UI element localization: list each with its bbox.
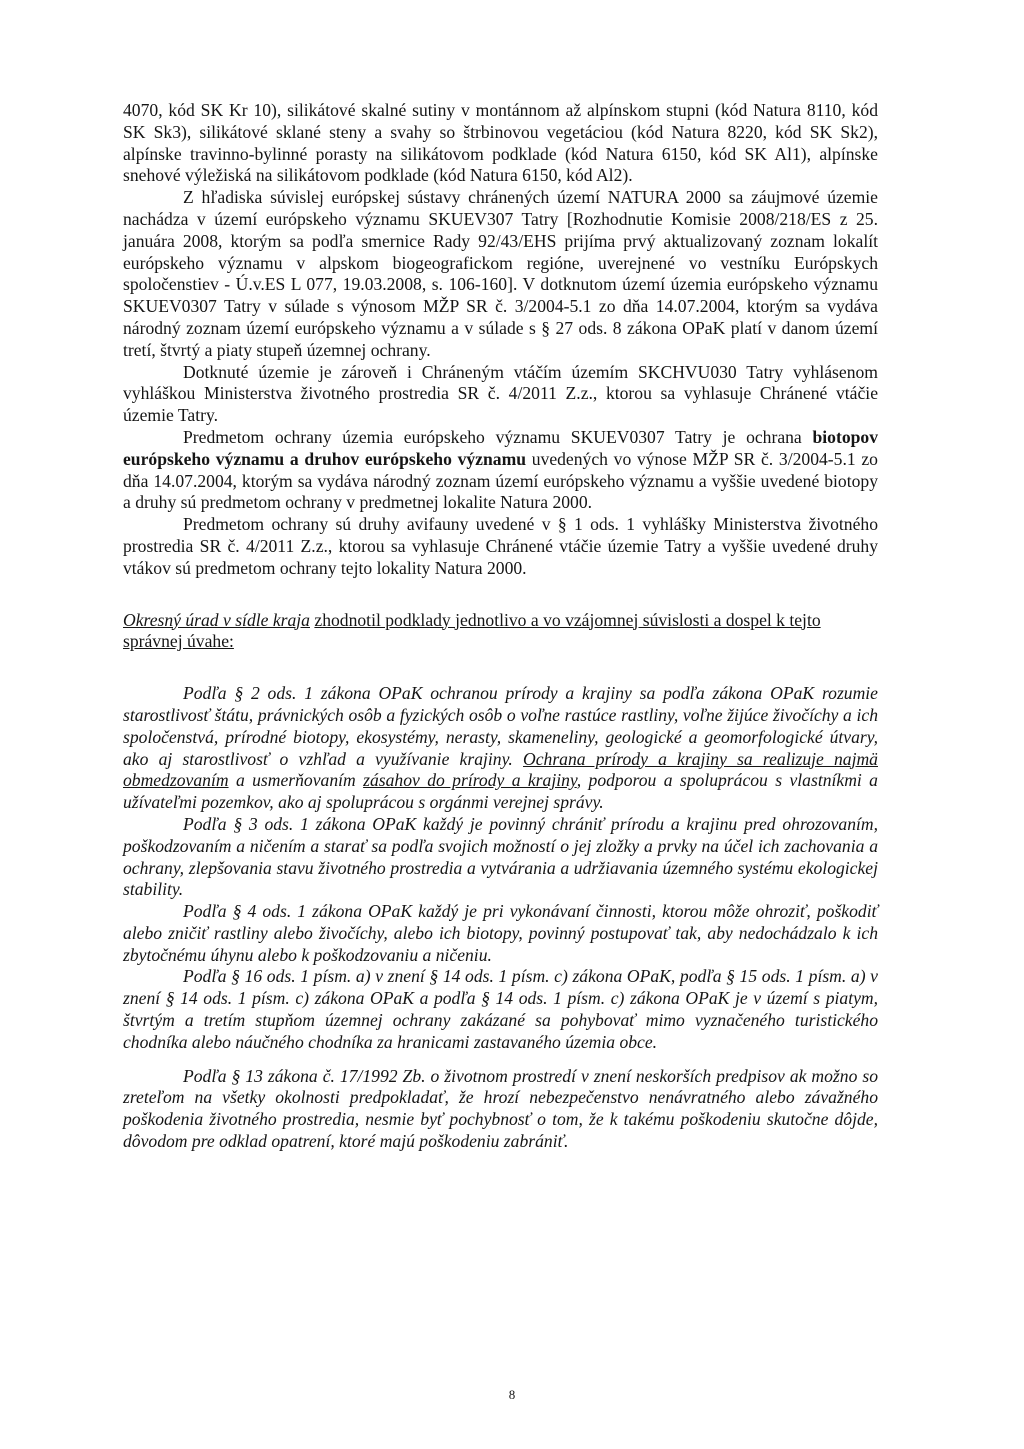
legal-citations	[123, 683, 878, 1153]
citation-section-3: Podľa § 3 ods. 1 zákona OPaK každý je povinný chrániť prírodu a krajinu pred ohrozovaním, poškodzovaním a ničením a starať sa podľa svojich možností o jej zložky a prvky na účel ich zachovania a ochrany, zlepšovania stavu životného prostredia a vytvárania a udržiavania územného systému ekologickej stability.	[123, 813, 878, 900]
paragraph-habitats: 4070, kód SK Kr 10), silikátové skalné sutiny v montánnom až alpínskom stupni (kód Natura 8110, kód SK Sk3), silikátové sklané steny a svahy so štrbinovou vegetáciou (kód Natura 8220, kód SK Sk2), alpínske travinno-bylinné porasty na silikátovom podklade (kód Natura 6150, kód SK Al1), alpínske snehové výležiská na silikátovom podklade (kód Natura 6150, kód Al2).	[123, 100, 878, 186]
bold-text-species: druhov európskeho významu	[304, 448, 527, 469]
paragraph-protection-subject	[123, 427, 878, 514]
paragraph-bird-area: Dotknuté územie je zároveň i Chráneným vtáčím územím SKCHVU030 Tatry vyhlásenom vyhláškou Ministerstva životného prostredia SR č. 4/2011 Z.z., ktorou sa vyhlasuje Chránené vtáčie územie Tatry.	[123, 361, 878, 426]
page-number: 8	[508, 1387, 516, 1402]
underlined-text: Ochrana prírody a krajiny sa realizuje najmä obmedzovaním	[123, 748, 878, 791]
document-body	[123, 100, 878, 1153]
paragraph-natura-2000: Z hľadiska súvislej európskej sústavy chránených území NATURA 2000 sa záujmové územie nachádza v území európskeho významu SKUEV307 Tatry [Rozhodnutie Komisie 2008/218/ES z 25. januára 2008, ktorým sa podľa smernice Rady 92/43/EHS prijíma prvý aktualizovaný zoznam lokalít európskeho významu v alpskom biogeografickom regióne, uverejnené vo vestníku Európskych spoločenstiev - Ú.v.ES L 077, 19.03.2008, s. 106-160]. V dotknutom území územia európskeho významu SKUEV0307 Tatry v súlade s výnosom MŽP SR č. 3/2004-5.1 zo dňa 14.07.2004, ktorým sa vydáva národný zoznam území európskeho významu a v súlade s § 27 ods. 8 zákona OPaK platí v danom území tretí, štvrtý a piaty stupeň územnej ochrany.	[123, 187, 878, 360]
citation-section-2	[123, 683, 878, 814]
paragraph-avifauna: Predmetom ochrany sú druhy avifauny uvedené v § 1 ods. 1 vyhlášky Ministerstva životného prostredia SR č. 4/2011 Z.z., ktorou sa vyhlasuje Chránené vtáčie územie Tatry a vyššie uvedené druhy vtákov sú predmetom ochrany tejto lokality Natura 2000.	[123, 514, 878, 578]
text-segment: Podľa § 2 ods. 1 zákona OPaK ochranou prírody a krajiny sa podľa zákona OPaK rozumie starostlivosť štátu, právnických osôb a fyzických osôb o voľne rastúce rastliny, voľne žijúce živočíchy a ich spoločenstvá, prírodné biotopy, ekosystémy, nerasty, skameneliny, geologické a geomorfologické útvary, ako aj starostlivosť o vzhľad a využívanie krajiny.	[123, 683, 878, 769]
heading-authority: Okresný úrad v sídle kraja	[123, 609, 310, 630]
citation-section-16: Podľa § 16 ods. 1 písm. a) v znení § 14 ods. 1 písm. c) zákona OPaK, podľa § 15 ods. 1 písm. a) v znení § 14 ods. 1 písm. c) zákona OPaK a podľa § 14 ods. 1 písm. c) zákona OPaK je v území s piatym, štvrtým a tretím stupňom územnej ochrany zakázané sa pohybovať mimo vyznačeného turistického chodníka alebo náučného chodníka za hranicami zastavaného územia obce.	[123, 966, 878, 1052]
text-segment: uvedených vo výnose MŽP SR č. 3/2004-5.1 zo dňa 14.07.2004, ktorým sa vydáva národný zoznam území európskeho významu a vyššie uvedené biotopy a druhy sú predmetom ochrany v predmetnej lokalite Natura 2000.	[123, 448, 878, 513]
text-segment: Predmetom ochrany územia európskeho významu SKUEV0307 Tatry je ochrana	[183, 426, 802, 447]
bold-text-habitats: biotopov európskeho významu	[123, 426, 878, 469]
citation-section-13: Podľa § 13 zákona č. 17/1992 Zb. o životnom prostredí v znení neskorších predpisov ak možno so zreteľom na všetky okolnosti predpokladať, že hrozí nebezpečenstvo nenávratného alebo závažného poškodenia životného prostredia, nesmie byť pochybnosť o tom, že k takému poškodeniu skutočne dôjde, dôvodom pre odklad opatrení, ktoré majú poškodeniu zabrániť.	[123, 1065, 878, 1152]
section-heading	[123, 610, 878, 654]
heading-text: zhodnotil podklady jednotlivo a vo vzájomnej súvislosti a dospel k tejto správnej úvahe:	[123, 609, 821, 652]
citation-section-4: Podľa § 4 ods. 1 zákona OPaK každý je pri vykonávaní činnosti, ktorou môže ohroziť, poškodiť alebo zničiť rastliny alebo živočíchy, alebo ich biotopy, povinný postupovať tak, aby nedochádzalo k ich zbytočnému úhynu alebo k poškodzovaniu a ničeniu.	[123, 901, 878, 965]
text-segment: a	[289, 448, 299, 469]
text-segment: a usmerňovaním	[235, 770, 356, 791]
underlined-text: zásahov do prírody a krajiny	[363, 770, 577, 791]
text-segment: , podporou a spoluprácou s vlastníkmi a užívateľmi pozemkov, ako aj spoluprácou s orgánmi verejnej správy.	[123, 770, 878, 813]
